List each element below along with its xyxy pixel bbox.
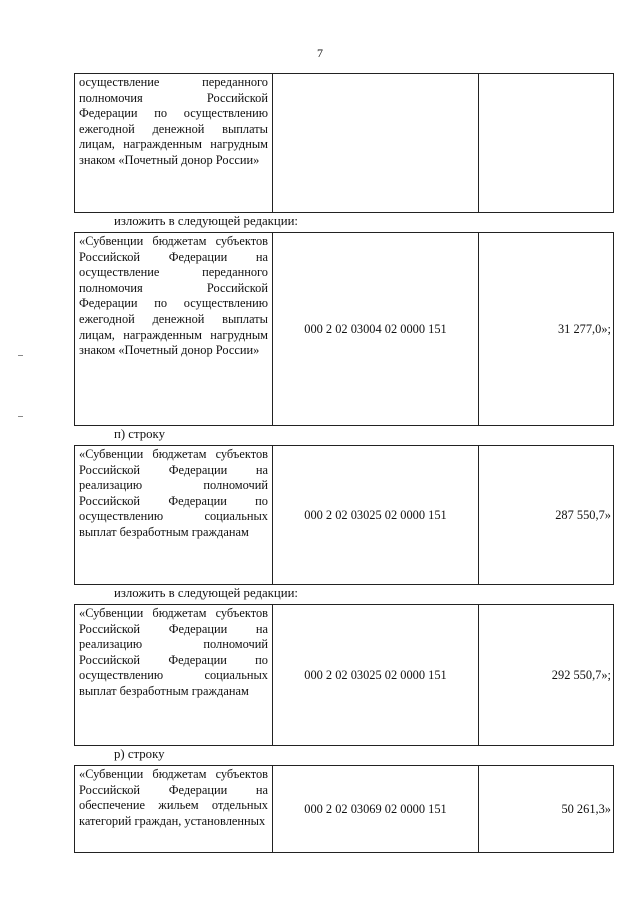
description-cell: «Субвенции бюджетам субъектов Российской Федерации на реализацию полномочий Российской Федерации по осуществлению социальных выплат безработным гражданам <box>75 446 273 584</box>
amount-cell: 31 277,0»; <box>557 321 611 336</box>
paragraph: изложить в следующей редакции: <box>114 214 298 228</box>
paragraph: р) строку <box>114 747 165 761</box>
paragraph: изложить в следующей редакции: <box>114 586 298 600</box>
code-cell: 000 2 02 03004 02 0000 151 <box>273 233 479 425</box>
code-cell: 000 2 02 03025 02 0000 151 <box>273 605 479 745</box>
amount-cell: 50 261,3» <box>561 801 611 816</box>
table-row <box>74 604 614 746</box>
code-cell <box>273 74 479 212</box>
description-cell: осуществление переданного полномочия Российской Федерации по осуществлению ежегодной денежной выплаты лицам, награжденным нагрудным знаком «Почетный донор России» <box>75 74 273 212</box>
scan-mark <box>18 355 23 356</box>
amount-cell: 287 550,7» <box>555 507 611 522</box>
page-number: 7 <box>317 46 323 60</box>
paragraph: п) строку <box>114 427 165 441</box>
description-cell: «Субвенции бюджетам субъектов Российской Федерации на осуществление переданного полномочия Российской Федерации по осуществлению ежегодной денежной выплаты лицам, награжденным нагрудным знаком «Почетный донор России» <box>75 233 273 425</box>
code-cell: 000 2 02 03025 02 0000 151 <box>273 446 479 584</box>
code-cell: 000 2 02 03069 02 0000 151 <box>273 766 479 852</box>
table-row <box>74 445 614 585</box>
table-row <box>74 73 614 213</box>
amount-cell <box>479 74 615 212</box>
table-row <box>74 765 614 853</box>
table-row <box>74 232 614 426</box>
description-cell: «Субвенции бюджетам субъектов Российской Федерации на реализацию полномочий Российской Федерации по осуществлению социальных выплат безработным гражданам <box>75 605 273 745</box>
description-cell: «Субвенции бюджетам субъектов Российской Федерации на обеспечение жильем отдельных категорий граждан, установленных <box>75 766 273 852</box>
amount-cell: 292 550,7»; <box>551 667 611 682</box>
scan-mark <box>18 416 23 417</box>
